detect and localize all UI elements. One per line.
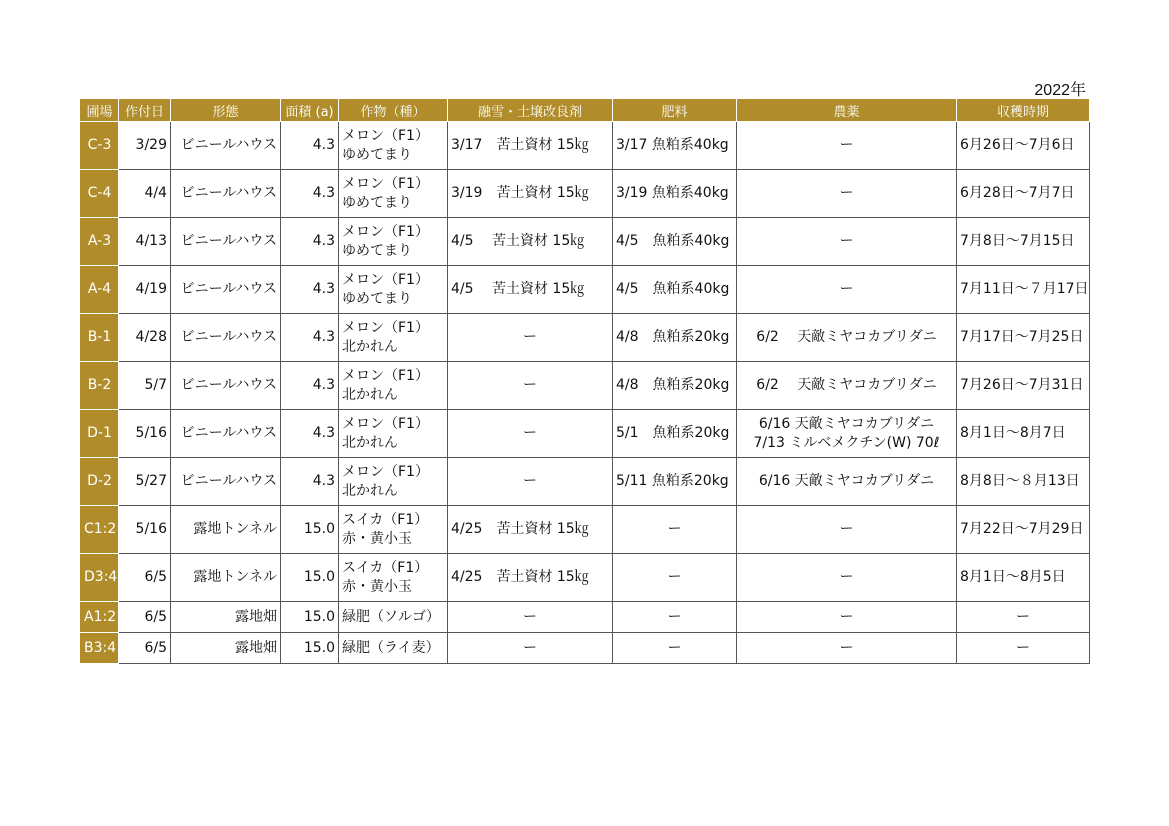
pesticide-entry: ー bbox=[839, 608, 854, 625]
crop-name: スイカ（F1） bbox=[342, 511, 429, 528]
form-cell: ビニールハウス bbox=[171, 170, 281, 218]
planting-date-cell: 6/5 bbox=[119, 602, 171, 633]
soil-amendment-cell: ー bbox=[448, 362, 613, 410]
planting-date-cell: 6/5 bbox=[119, 554, 171, 602]
fertilizer-cell: 5/1 魚粕系20kg bbox=[613, 410, 737, 458]
crop-variety: 北かれん bbox=[342, 482, 398, 499]
soil-amendment-cell: 4/25 苦土資材 15㎏ bbox=[448, 506, 613, 554]
plot-cell: A1:2 bbox=[81, 602, 119, 633]
fertilizer-cell: 3/17 魚粕系40kg bbox=[613, 122, 737, 170]
pesticide-entry: 6/2 天敵ミヤコカブリダニ bbox=[756, 377, 937, 393]
crop-cell bbox=[339, 218, 448, 266]
harvest-cell: 8月1日〜8月5日 bbox=[957, 554, 1090, 602]
header-planting-date: 作付日 bbox=[119, 99, 171, 122]
crop-name: メロン（F1） bbox=[342, 319, 429, 336]
planting-date-cell: 4/19 bbox=[119, 266, 171, 314]
pesticide-entry: ー bbox=[839, 569, 854, 585]
fertilizer-cell: 4/5 魚粕系40kg bbox=[613, 218, 737, 266]
soil-amendment-cell: 3/19 苦土資材 15㎏ bbox=[448, 170, 613, 218]
fertilizer-cell: ー bbox=[613, 602, 737, 633]
form-cell: 露地畑 bbox=[171, 602, 281, 633]
harvest-cell: 7月11日〜７月17日 bbox=[957, 266, 1090, 314]
planting-date-cell: 3/29 bbox=[119, 122, 171, 170]
fertilizer-cell: 5/11 魚粕系20kg bbox=[613, 458, 737, 506]
area-cell: 4.3 bbox=[281, 410, 339, 458]
pesticide-cell bbox=[737, 410, 957, 458]
crop-variety: 赤・黄小玉 bbox=[342, 530, 412, 547]
table-row bbox=[81, 506, 1090, 554]
pesticide-entry: ー bbox=[839, 281, 854, 297]
harvest-cell: 7月8日〜7月15日 bbox=[957, 218, 1090, 266]
form-cell: ビニールハウス bbox=[171, 122, 281, 170]
soil-amendment-cell: 4/5 苦土資材 15㎏ bbox=[448, 218, 613, 266]
planting-date-cell: 6/5 bbox=[119, 633, 171, 664]
planting-date-cell: 5/7 bbox=[119, 362, 171, 410]
table-row bbox=[81, 633, 1090, 664]
harvest-cell: ー bbox=[957, 633, 1090, 664]
crop-name: スイカ（F1） bbox=[342, 559, 429, 576]
year-label: 2022年 bbox=[1034, 82, 1086, 99]
plot-cell: D-1 bbox=[81, 410, 119, 458]
header-area: 面積 (a) bbox=[281, 99, 339, 122]
harvest-cell: 7月17日〜7月25日 bbox=[957, 314, 1090, 362]
header-pesticide: 農薬 bbox=[737, 99, 957, 122]
pesticide-cell bbox=[737, 602, 957, 633]
header-plot: 圃場 bbox=[81, 99, 119, 122]
crop-cell bbox=[339, 554, 448, 602]
crop-variety: 赤・黄小玉 bbox=[342, 578, 412, 595]
plot-cell: A-4 bbox=[81, 266, 119, 314]
crop-name: メロン（F1） bbox=[342, 463, 429, 480]
harvest-cell: 6月28日〜7月7日 bbox=[957, 170, 1090, 218]
pesticide-cell bbox=[737, 218, 957, 266]
planting-date-cell: 5/16 bbox=[119, 410, 171, 458]
fertilizer-cell: 4/8 魚粕系20kg bbox=[613, 362, 737, 410]
soil-amendment-cell: ー bbox=[448, 410, 613, 458]
harvest-cell: 8月1日〜8月7日 bbox=[957, 410, 1090, 458]
area-cell: 15.0 bbox=[281, 506, 339, 554]
pesticide-cell bbox=[737, 314, 957, 362]
pesticide-cell bbox=[737, 362, 957, 410]
pesticide-cell bbox=[737, 122, 957, 170]
soil-amendment-cell: ー bbox=[448, 602, 613, 633]
crop-name: メロン（F1） bbox=[342, 127, 429, 144]
soil-amendment-cell: 4/5 苦土資材 15㎏ bbox=[448, 266, 613, 314]
pesticide-cell bbox=[737, 506, 957, 554]
pesticide-cell bbox=[737, 266, 957, 314]
pesticide-entry: 6/2 天敵ミヤコカブリダニ bbox=[756, 329, 937, 345]
table-row bbox=[81, 554, 1090, 602]
planting-date-cell: 4/28 bbox=[119, 314, 171, 362]
soil-amendment-cell: 4/25 苦土資材 15㎏ bbox=[448, 554, 613, 602]
form-cell: ビニールハウス bbox=[171, 410, 281, 458]
crop-cell bbox=[339, 633, 448, 664]
header-crop: 作物（種） bbox=[339, 99, 448, 122]
crop-cell bbox=[339, 458, 448, 506]
pesticide-cell bbox=[737, 554, 957, 602]
crop-cell bbox=[339, 314, 448, 362]
fertilizer-cell: ー bbox=[613, 554, 737, 602]
crop-name: メロン（F1） bbox=[342, 271, 429, 288]
area-cell: 4.3 bbox=[281, 458, 339, 506]
crop-cell bbox=[339, 602, 448, 633]
planting-date-cell: 4/4 bbox=[119, 170, 171, 218]
soil-amendment-cell: ー bbox=[448, 458, 613, 506]
pesticide-cell bbox=[737, 170, 957, 218]
area-cell: 15.0 bbox=[281, 602, 339, 633]
plot-cell: B-2 bbox=[81, 362, 119, 410]
area-cell: 4.3 bbox=[281, 170, 339, 218]
table-row bbox=[81, 362, 1090, 410]
crop-name: 緑肥（ライ麦） bbox=[342, 639, 440, 656]
crop-name: メロン（F1） bbox=[342, 415, 429, 432]
pesticide-entry: ー bbox=[839, 185, 854, 201]
pesticide-entry: ー bbox=[839, 521, 854, 537]
table-row bbox=[81, 122, 1090, 170]
plot-cell: D-2 bbox=[81, 458, 119, 506]
crop-variety: 北かれん bbox=[342, 434, 398, 451]
plot-cell: D3:4 bbox=[81, 554, 119, 602]
table-row bbox=[81, 170, 1090, 218]
area-cell: 4.3 bbox=[281, 362, 339, 410]
fertilizer-cell: 4/8 魚粕系20kg bbox=[613, 314, 737, 362]
header-soil-amendment: 融雪・土壌改良剤 bbox=[448, 99, 613, 122]
table-row bbox=[81, 458, 1090, 506]
soil-amendment-cell: 3/17 苦土資材 15㎏ bbox=[448, 122, 613, 170]
pesticide-cell bbox=[737, 633, 957, 664]
planting-date-cell: 4/13 bbox=[119, 218, 171, 266]
plot-cell: C1:2 bbox=[81, 506, 119, 554]
form-cell: ビニールハウス bbox=[171, 362, 281, 410]
fertilizer-cell: ー bbox=[613, 506, 737, 554]
harvest-cell: ー bbox=[957, 602, 1090, 633]
crop-variety: 北かれん bbox=[342, 386, 398, 403]
pesticide-entry: ー bbox=[839, 639, 854, 656]
pesticide-entry: 7/13 ミルベメクチン(W) 70ℓ bbox=[753, 434, 940, 451]
fertilizer-cell: 4/5 魚粕系40kg bbox=[613, 266, 737, 314]
header-fertilizer: 肥料 bbox=[613, 99, 737, 122]
crop-cell bbox=[339, 506, 448, 554]
form-cell: 露地トンネル bbox=[171, 506, 281, 554]
crop-variety: ゆめてまり bbox=[342, 146, 412, 163]
crop-variety: 北かれん bbox=[342, 338, 398, 355]
planting-table bbox=[80, 98, 1090, 664]
crop-variety: ゆめてまり bbox=[342, 290, 412, 307]
area-cell: 4.3 bbox=[281, 122, 339, 170]
pesticide-entry: ー bbox=[839, 137, 854, 153]
plot-cell: B3:4 bbox=[81, 633, 119, 664]
area-cell: 15.0 bbox=[281, 633, 339, 664]
table-row bbox=[81, 218, 1090, 266]
header-harvest: 収穫時期 bbox=[957, 99, 1090, 122]
crop-name: メロン（F1） bbox=[342, 223, 429, 240]
table-row bbox=[81, 266, 1090, 314]
crop-cell bbox=[339, 410, 448, 458]
plot-cell: B-1 bbox=[81, 314, 119, 362]
area-cell: 4.3 bbox=[281, 266, 339, 314]
harvest-cell: 6月26日〜7月6日 bbox=[957, 122, 1090, 170]
area-cell: 4.3 bbox=[281, 218, 339, 266]
planting-date-cell: 5/16 bbox=[119, 506, 171, 554]
table-row bbox=[81, 314, 1090, 362]
header-form: 形態 bbox=[171, 99, 281, 122]
form-cell: ビニールハウス bbox=[171, 266, 281, 314]
crop-cell bbox=[339, 122, 448, 170]
crop-cell bbox=[339, 362, 448, 410]
soil-amendment-cell: ー bbox=[448, 314, 613, 362]
area-cell: 15.0 bbox=[281, 554, 339, 602]
harvest-cell: 7月26日〜7月31日 bbox=[957, 362, 1090, 410]
crop-cell bbox=[339, 266, 448, 314]
pesticide-entry: 6/16 天敵ミヤコカブリダニ bbox=[758, 473, 935, 489]
crop-variety: ゆめてまり bbox=[342, 194, 412, 211]
form-cell: 露地畑 bbox=[171, 633, 281, 664]
pesticide-cell bbox=[737, 458, 957, 506]
area-cell: 4.3 bbox=[281, 314, 339, 362]
table-row bbox=[81, 410, 1090, 458]
form-cell: 露地トンネル bbox=[171, 554, 281, 602]
harvest-cell: 7月22日〜7月29日 bbox=[957, 506, 1090, 554]
plot-cell: C-3 bbox=[81, 122, 119, 170]
pesticide-entry: ー bbox=[839, 233, 854, 249]
crop-name: 緑肥（ソルゴ） bbox=[342, 608, 440, 625]
table-row bbox=[81, 602, 1090, 633]
header-row bbox=[81, 99, 1090, 122]
form-cell: ビニールハウス bbox=[171, 218, 281, 266]
fertilizer-cell: ー bbox=[613, 633, 737, 664]
crop-name: メロン（F1） bbox=[342, 367, 429, 384]
fertilizer-cell: 3/19 魚粕系40kg bbox=[613, 170, 737, 218]
plot-cell: C-4 bbox=[81, 170, 119, 218]
planting-date-cell: 5/27 bbox=[119, 458, 171, 506]
crop-variety: ゆめてまり bbox=[342, 242, 412, 259]
harvest-cell: 8月8日〜８月13日 bbox=[957, 458, 1090, 506]
form-cell: ビニールハウス bbox=[171, 458, 281, 506]
form-cell: ビニールハウス bbox=[171, 314, 281, 362]
plot-cell: A-3 bbox=[81, 218, 119, 266]
crop-cell bbox=[339, 170, 448, 218]
soil-amendment-cell: ー bbox=[448, 633, 613, 664]
crop-name: メロン（F1） bbox=[342, 175, 429, 192]
pesticide-entry: 6/16 天敵ミヤコカブリダニ bbox=[758, 415, 935, 432]
